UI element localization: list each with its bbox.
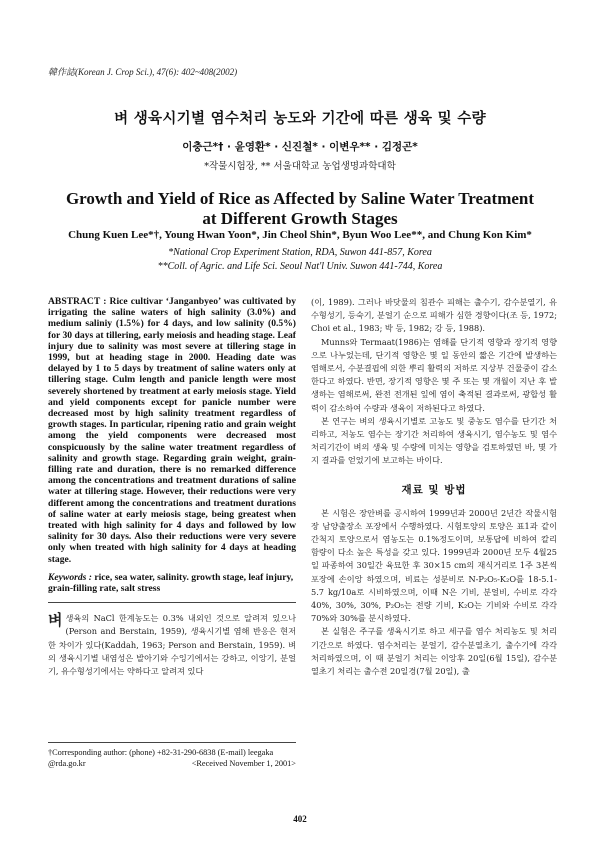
corresponding-email-tail: @rda.go.kr	[48, 759, 86, 768]
korean-affiliation: *작물시험장, ** 서울대학교 농업생명과학대학	[204, 161, 396, 172]
intro-left-text: 생육의 NaCl 한계농도는 0.3% 내외인 것으로 알려져 있으나(Person and Berstain, 1959), 생육시기별 염해 반응은 현저한 차이가 있다(Kaddah, 1963; Person and Berstain, 1959). 벼의 생육시기별 내염성은 발아기와 수잉기에서는 강하고, 이앙기, 분얼기, 유수형성기에서는 약하다고 알려져 있다	[48, 613, 296, 677]
journal-citation: 韓作誌(Korean J. Crop Sci.), 47(6): 402~408(2002)	[48, 67, 238, 77]
dropcap: 벼	[48, 611, 63, 630]
keywords	[48, 572, 296, 594]
corresponding-author: †Corresponding author: (phone) +82-31-290-6838 (E-mail) leegaka	[48, 748, 274, 757]
right-column	[311, 296, 557, 678]
korean-authors: 이충근*† · 윤영환* · 신진철* · 이변우** · 김정곤*	[182, 141, 418, 153]
korean-title: 벼 생육시기별 염수처리 농도와 기간에 따른 생육 및 수량	[114, 111, 486, 127]
intro-right-paragraph-1: (이, 1989). 그러나 바닷물의 침관수 피해는 출수기, 감수분열기, 유수형성기, 등숙기, 분얼기 순으로 피해가 심한 경향이다(조 등, 1972; Choi et al., 1983; 박 등, 1982; 강 등, 1988).	[311, 297, 557, 334]
section-heading-methods: 재료 및 방법	[401, 483, 467, 496]
english-title-line1: Growth and Yield of Rice as Affected by Saline Water Treatment	[65, 189, 535, 208]
intro-right-paragraph-2: Munns와 Termaat(1986)는 염해를 단기적 영향과 장기적 영향으로 나누었는데, 단기적 영향은 몇 일 동안의 짧은 기간에 발생하는 염해로서, 수분결핍에 의한 뿌리 활력의 저하로 지상부 건물중이 감소한다고 하였다. 반면, 장기적 영향은 몇 주 또는 몇 개월이 지난 후 발생하는 염해로써, 완전 전개된 잎에 염이 축적된 결과로써, 광합성 활력이 감소하여 수량과 생육이 저하된다고 하였다.	[311, 336, 557, 413]
abstract-text: ABSTRACT : Rice cultivar ‘Janganbyeo’ was cultivated by irrigating the saline waters of high salinity (3.0%) and medium saliniy (1.5%) for 4 days, and low salinity (0.5%) for 30 days at tillering, early meiosis and heading stage. Leaf injury due to salinity was most severe at tillering stage in 1999, but at heading stage in 2000. Heading date was delayed by 1 to 5 days by treatment of saline waters only at tillering stage. Culm length and panicle length were most severely shortened by treatment at early meiosis stage. Yield and yield components except for panicle number were decreased most by high salinity treatment regardless of growth stages. In particular, ripening ratio and grain weight among the yield components were decreased most conspicuously by the saline water treatment regardless of salinity and growth stage. Regarding grain weight, grain-filling rate and duration, there is no remarked difference among the concentrations and treatment durations of saline water at tillering stage. However, their reductions were very different among the concentrations and treatment durations of saline water at early meiosis stage, being greatest when treated with high salinity for 4 days and followed by low salinity for 30 days. Also their reductions were very severe only when treated with high salinity for 4 days at heading stage.	[48, 296, 296, 565]
english-title-line2: at Different Growth Stages	[202, 209, 398, 228]
methods-paragraph-1: 본 시험은 장안벼를 공시하여 1999년과 2000년 2년간 작물시험장 남양출장소 포장에서 수행하였다. 시험토양의 토양은 표1과 같이 간척지 토양으로서 염농도는 0.1%정도이며, 보통답에 비하여 칼리 함량이 다소 높은 특성을 갖고 있다. 1999년과 2000년 모두 4월25일 파종하여 30일간 육묘한 후 30×15 cm의 재식거리로 1주 3본씩 포장에 손이앙 하였으며, 비료는 성분비로 N-P₂O₅-K₂O를 18-5.1-5.7 kg/10a로 시비하였으며, 이때 N은 기비, 분얼비, 수비로 각각 40%, 30%, 30%, P₂O₅는 전량 기비, K₂O는 기비와 수비로 각각 70%와 30%를 분시하였다.	[311, 507, 557, 624]
page-number: 402	[293, 814, 307, 824]
footnote-row	[48, 758, 296, 769]
methods-paragraph-2: 본 실험은 주구를 생육시기로 하고 세구를 염수 처리농도 및 처리기간으로 하였다. 염수처리는 분얼기, 감수분열초기, 출수기에 각각 처리하였으며, 이 때 분얼기 처리는 이앙후 20일(6월 15일), 감수분열초기 처리는 출수전 20일경(7월 20일), 출	[311, 626, 557, 677]
english-authors: Chung Kuen Lee*†, Young Hwan Yoon*, Jin Cheol Shin*, Byun Woo Lee**, and Chung Kon Kim*	[68, 229, 532, 241]
footnote	[48, 742, 296, 769]
intro-left-paragraph	[48, 612, 296, 678]
abstract-divider	[48, 602, 296, 603]
intro-right-paragraph-3: 본 연구는 벼의 생육시기별로 고농도 및 중농도 염수를 단기간 처리하고, 저농도 염수는 장기간 처리하여 생육시기, 염수농도 및 염수 처리기간이 벼의 생육 및 수량에 미치는 영향을 검토하였던 바, 몇 가지 결과를 얻었기에 보고하는 바이다.	[311, 415, 557, 466]
english-affiliation-2: **Coll. of Agric. and Life Sci. Seoul Nat'l Univ. Suwon 441-744, Korea	[157, 261, 443, 272]
received-date: <Received November 1, 2001>	[191, 759, 296, 768]
english-affiliation-1: *National Crop Experiment Station, RDA, Suwon 441-857, Korea	[168, 247, 432, 258]
keywords-text: rice, sea water, salinity. growth stage, leaf injury, grain-filling rate, salt stress	[48, 571, 294, 595]
left-column	[48, 296, 296, 678]
keywords-label: Keywords :	[48, 571, 92, 583]
english-title	[0, 189, 600, 229]
